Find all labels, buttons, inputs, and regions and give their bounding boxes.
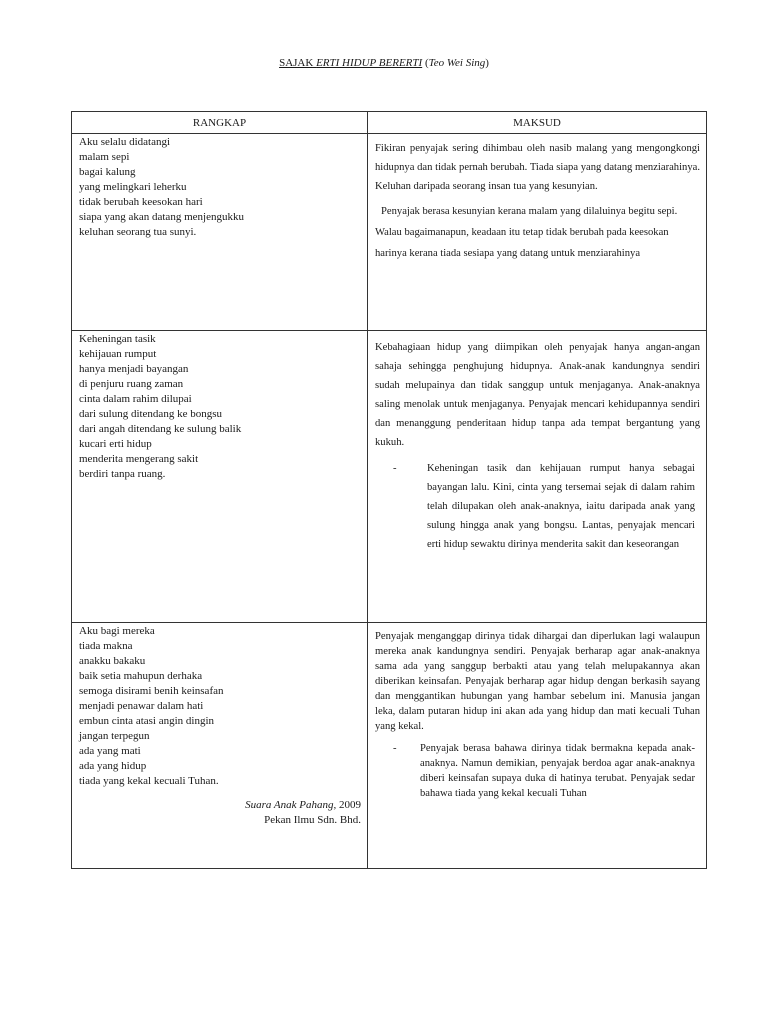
stanza-line: anakku bakaku <box>79 655 146 667</box>
poem-name: ERTI HIDUP BERERTI <box>316 57 423 69</box>
stanza-line: Aku selalu didatangi <box>79 136 171 148</box>
stanza-line: tiada yang kekal kecuali Tuhan. <box>79 775 219 787</box>
meaning-paragraph: Kebahagiaan hidup yang diimpikan oleh penyajak hanya angan-angan sahaja sehingga penghujung hidupnya. Anak-anak kandungnya sendiri sudah melupainya dan tidak sanggup untuk menjaganya. Anak-anaknya saling menolak untuk menjaganya. Penyajak mencari kehidupannya sendiri dan menanggung penderitaan hidup tanpa ada tempat bergantung yang kukuh. <box>375 342 700 448</box>
stanza-line: dari sulung ditendang ke bongsu <box>79 408 222 420</box>
table-row <box>72 331 707 623</box>
header-stanza: RANGKAP <box>72 112 368 134</box>
table-row <box>72 134 707 331</box>
source-year: 2009 <box>336 799 361 811</box>
author-name: Teo Wei Sing <box>428 57 486 69</box>
source-title: Suara Anak Pahang, <box>245 799 337 811</box>
author-open: ( <box>422 57 429 69</box>
stanza-line: tidak berubah keesokan hari <box>79 196 203 208</box>
stanza-line: tiada makna <box>79 640 133 652</box>
stanza-line: semoga disirami benih keinsafan <box>79 685 224 697</box>
meaning-paragraph: Penyajak berasa kesunyian kerana malam yang dilaluinya begitu sepi. Walau bagaimanapun, keadaan itu tetap tidak berubah pada keesokan harinya kerana tiada sesiapa yang datang untuk menziarahinya <box>375 206 678 259</box>
page-title <box>0 57 768 69</box>
stanza-line: cinta dalam rahim dilupai <box>79 393 192 405</box>
stanza-cell <box>72 134 368 331</box>
source-publisher: Pekan Ilmu Sdn. Bhd. <box>264 814 361 826</box>
stanza-line: malam sepi <box>79 151 130 163</box>
stanza-lines <box>72 331 367 482</box>
stanza-line: di penjuru ruang zaman <box>79 378 184 390</box>
stanza-line: hanya menjadi bayangan <box>79 363 189 375</box>
header-row <box>72 112 707 134</box>
stanza-line: keluhan seorang tua sunyi. <box>79 226 197 238</box>
bullet-text: Penyajak berasa bahawa dirinya tidak bermakna kepada anak-anaknya. Namun demikian, penyajak berdoa agar anak-anaknya diberi keinsafan supaya duka di hatinya terubat. Penyajak sedar bahawa tiada yang kekal kecuali Tuhan <box>420 743 695 799</box>
source-citation <box>72 798 367 828</box>
meaning-cell <box>368 331 707 623</box>
stanza-cell <box>72 623 368 869</box>
stanza-lines <box>72 623 367 789</box>
title-underlined <box>279 57 422 69</box>
meaning-cell <box>368 134 707 331</box>
stanza-line: baik setia mahupun derhaka <box>79 670 203 682</box>
bullet-dash: - <box>393 463 397 474</box>
stanza-line: kucari erti hidup <box>79 438 152 450</box>
header-meaning: MAKSUD <box>368 112 707 134</box>
stanza-line: yang melingkari leherku <box>79 181 187 193</box>
stanza-line: dari angah ditendang ke sulung balik <box>79 423 242 435</box>
source-title-line <box>72 798 361 813</box>
stanza-lines <box>72 134 367 240</box>
stanza-line: siapa yang akan datang menjengukku <box>79 211 244 223</box>
stanza-line: ada yang mati <box>79 745 141 757</box>
stanza-line: menjadi penawar dalam hati <box>79 700 204 712</box>
stanza-line: embun cinta atasi angin dingin <box>79 715 215 727</box>
stanza-line: kehijauan rumput <box>79 348 157 360</box>
stanza-line: berdiri tanpa ruang. <box>79 468 166 480</box>
stanza-line: bagai kalung <box>79 166 136 178</box>
stanza-line: ada yang hidup <box>79 760 147 772</box>
meaning-paragraph: Fikiran penyajak sering dihimbau oleh nasib malang yang mengongkongi hidupnya dan tidak pernah berubah. Tiada siapa yang datang menziarahinya. Keluhan daripada seorang insan tua yang kesunyian. <box>375 143 700 192</box>
table-row <box>72 623 707 869</box>
meaning-text <box>368 338 706 554</box>
meaning-paragraph: Penyajak menganggap dirinya tidak dihargai dan diperlukan lagi walaupun mereka anak kandungnya sendiri. Penyajak berharap agar anak-anaknya sama ada yang sanggup berbakti atau yang telah melupakannya akan diberikan keinsafan. Penyajak berharap agar hidup dengan berkasih sayang dan menggantikan hubungan yang hambar sebelum ini. Manusia jangan leka, dalam putaran hidup ini akan ada yang hidup dan mati kecuali Tuhan yang kekal. <box>375 631 700 732</box>
meaning-text <box>368 139 706 264</box>
stanza-line: jangan terpegun <box>79 730 150 742</box>
author-close: ) <box>485 57 489 69</box>
bullet-item <box>375 741 700 801</box>
meaning-cell <box>368 623 707 869</box>
meaning-text <box>368 629 706 801</box>
stanza-line: Keheningan tasik <box>79 333 156 345</box>
bullet-dash: - <box>393 743 397 754</box>
bullet-item <box>375 459 700 554</box>
bullet-text: Keheningan tasik dan kehijauan rumput hanya sebagai bayangan lalu. Kini, cinta yang tersemai sejak di dalam rahim telah dilupakan oleh anak-anaknya, iaitu daripada anak yang sulung hingga anak yang bongsu. Lantas, penyajak mencari erti hidup sewaktu dirinya menderita sakit dan keseorangan <box>427 463 695 550</box>
stanza-cell <box>72 331 368 623</box>
poem-table <box>71 111 707 869</box>
stanza-line: Aku bagi mereka <box>79 625 155 637</box>
stanza-line: menderita mengerang sakit <box>79 453 199 465</box>
title-prefix: SAJAK <box>279 57 317 69</box>
